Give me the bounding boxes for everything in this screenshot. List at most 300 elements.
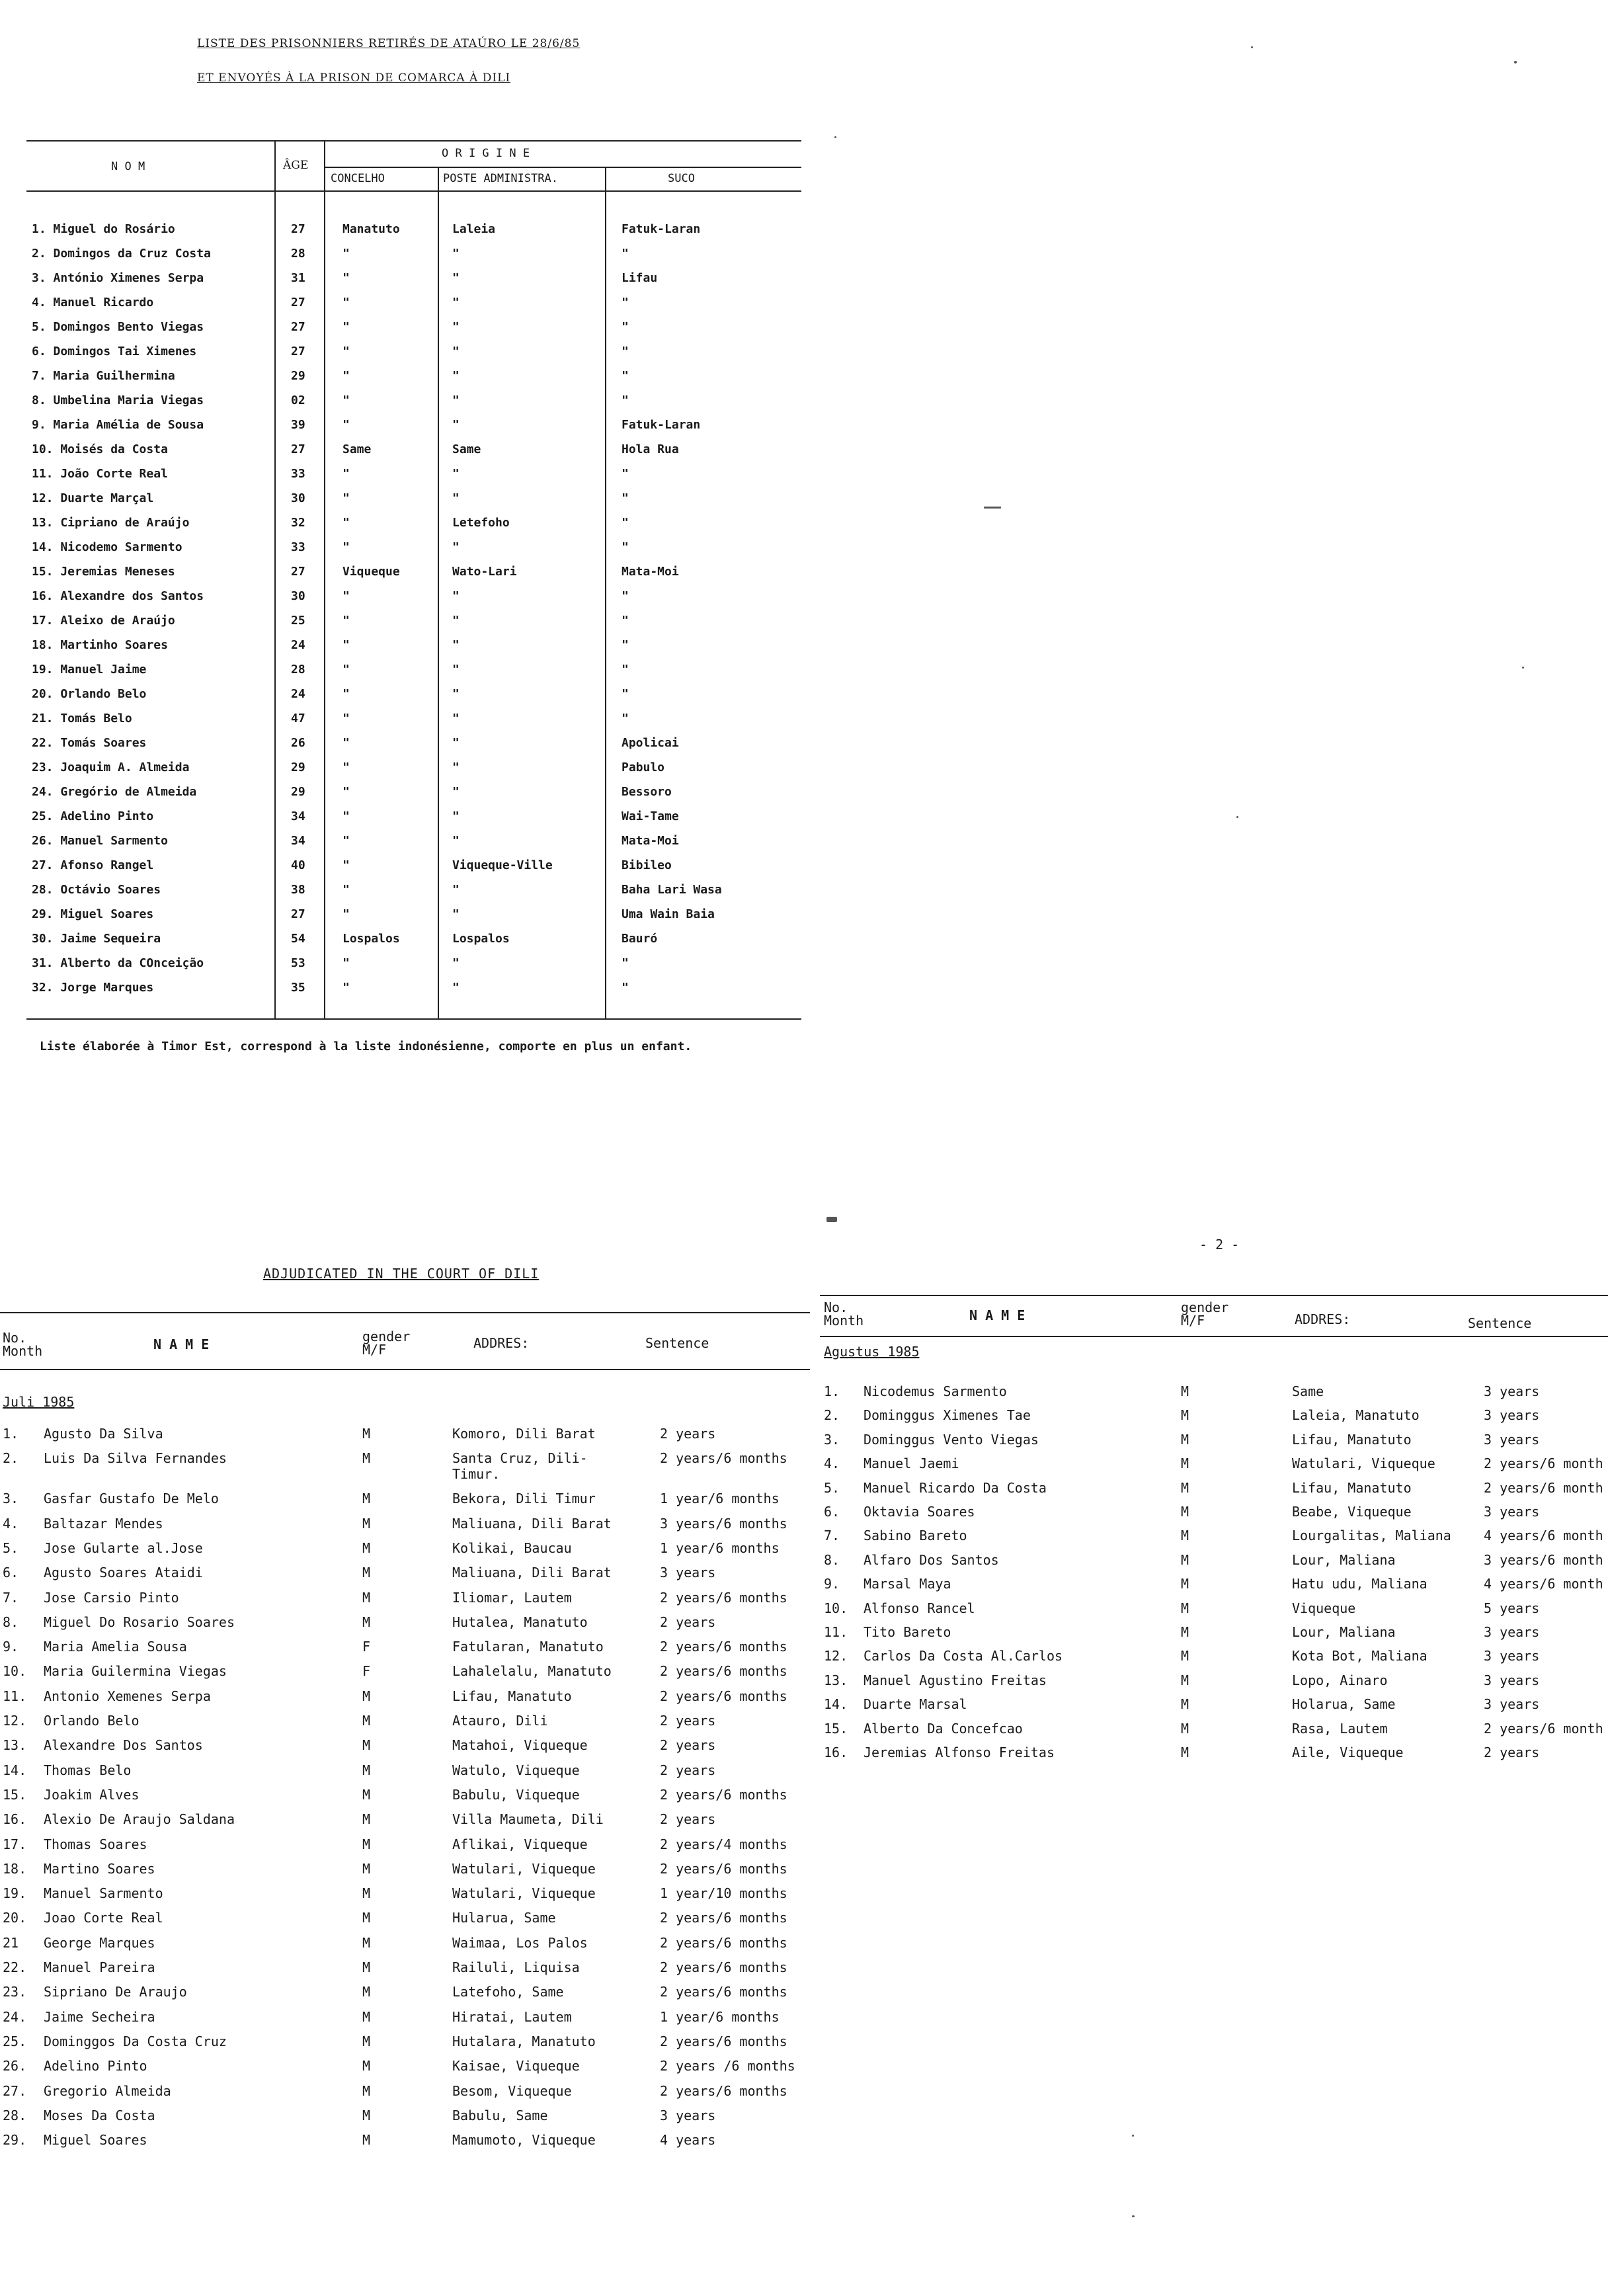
row-name: Oktavia Soares xyxy=(864,1504,975,1520)
row-address: Fatularan, Manatuto xyxy=(452,1639,604,1655)
prisoner-name: 16. Alexandre dos Santos xyxy=(32,589,204,603)
row-gender: M xyxy=(1181,1576,1189,1592)
table-row xyxy=(820,1668,1608,1693)
row-address: Hatu udu, Maliana xyxy=(1292,1576,1427,1592)
row-name: Adelino Pinto xyxy=(44,2058,147,2074)
row-gender: M xyxy=(362,1450,371,1467)
prisoner-suco: Bauró xyxy=(622,932,658,946)
table-row xyxy=(0,2128,820,2152)
row-sentence: 2 years/6 months xyxy=(660,1663,787,1680)
prisoner-name: 1. Miguel do Rosário xyxy=(32,222,175,236)
row-sentence: 2 years/6 month xyxy=(1484,1456,1603,1472)
prisoner-suco: Apolicai xyxy=(622,736,679,750)
row-number: 18. xyxy=(3,1860,27,1877)
prisoner-age: 39 xyxy=(291,418,305,432)
page2-header-gender: gender xyxy=(1181,1299,1229,1315)
table-row xyxy=(0,682,813,706)
row-gender: M xyxy=(1181,1744,1189,1760)
row-name: Marsal Maya xyxy=(864,1576,951,1592)
prisoner-age: 29 xyxy=(291,760,305,774)
table-row xyxy=(0,706,813,731)
row-name: Jeremias Alfonso Freitas xyxy=(864,1744,1055,1760)
prisoner-age: 26 xyxy=(291,736,305,750)
row-sentence: 2 years xyxy=(1484,1744,1540,1760)
row-gender: M xyxy=(1181,1528,1189,1544)
table-row xyxy=(0,1758,820,1783)
row-sentence: 3 years xyxy=(1484,1624,1540,1640)
prisoner-concelho: Manatuto xyxy=(342,222,400,236)
table-row xyxy=(0,437,813,462)
prisoner-suco: Lifau xyxy=(622,271,658,285)
prisoner-suco: " xyxy=(622,589,629,603)
row-name: Carlos Da Costa Al.Carlos xyxy=(864,1648,1063,1664)
prisoner-poste: Same xyxy=(452,442,481,456)
prisoner-concelho: " xyxy=(342,883,350,897)
row-sentence: 3 years xyxy=(1484,1431,1540,1448)
row-gender: M xyxy=(362,1786,371,1803)
row-gender: M xyxy=(1181,1551,1189,1568)
row-sentence: 1 year/6 months xyxy=(660,1491,780,1507)
row-sentence: 2 years xyxy=(660,1762,716,1778)
row-address: Laleia, Manatuto xyxy=(1292,1407,1420,1424)
row-name: Maria Amelia Sousa xyxy=(44,1639,187,1655)
prisoner-suco: Hola Rua xyxy=(622,442,679,456)
prisoner-concelho: " xyxy=(342,271,350,285)
prisoner-concelho: " xyxy=(342,858,350,872)
court-header-rule xyxy=(0,1369,810,1370)
prisoner-poste: " xyxy=(452,785,460,799)
table-row xyxy=(0,241,813,266)
court-header-sentence: Sentence xyxy=(645,1335,709,1351)
prisoner-poste: " xyxy=(452,981,460,995)
scan-speck xyxy=(1236,816,1238,818)
prisoner-poste: " xyxy=(452,907,460,921)
prisoner-concelho: " xyxy=(342,834,350,848)
row-address: Besom, Viqueque xyxy=(452,2082,572,2099)
table-row xyxy=(0,878,813,902)
row-sentence: 2 years /6 months xyxy=(660,2058,795,2074)
row-address: Atauro, Dili xyxy=(452,1713,548,1729)
prisoner-concelho: " xyxy=(342,369,350,383)
prisoner-poste: " xyxy=(452,638,460,652)
table-row xyxy=(0,339,813,364)
row-address: Iliomar, Lautem xyxy=(452,1589,572,1606)
row-address: Watulari, Viqueque xyxy=(452,1860,596,1877)
prisoner-age: 28 xyxy=(291,247,305,261)
prisoner-age: 27 xyxy=(291,222,305,236)
row-sentence: 2 years/6 months xyxy=(660,1688,787,1704)
table-row xyxy=(0,780,813,804)
table-row xyxy=(0,1881,820,1906)
row-gender: M xyxy=(1181,1720,1189,1737)
row-number: 14. xyxy=(3,1762,27,1778)
row-name: Miguel Do Rosario Soares xyxy=(44,1614,235,1630)
prisoner-poste: " xyxy=(452,687,460,701)
table-row xyxy=(820,1452,1608,1476)
row-number: 28. xyxy=(3,2107,27,2123)
prisoner-name: 27. Afonso Rangel xyxy=(32,858,154,872)
table-row xyxy=(0,1512,820,1536)
row-number: 7. xyxy=(3,1589,19,1606)
row-number: 15. xyxy=(3,1786,27,1803)
row-gender: M xyxy=(1181,1479,1189,1496)
row-name: Dominggus Ximenes Tae xyxy=(864,1407,1031,1424)
prisoner-poste: Wato-Lari xyxy=(452,565,517,579)
prisoner-concelho: " xyxy=(342,320,350,334)
row-sentence: 3 years xyxy=(1484,1648,1540,1664)
prisoner-concelho: " xyxy=(342,345,350,358)
prisoner-concelho: Lospalos xyxy=(342,932,400,946)
table-row xyxy=(0,1586,820,1610)
prisoner-suco: " xyxy=(622,712,629,725)
row-number: 2. xyxy=(824,1407,840,1424)
row-sentence: 2 years/6 month xyxy=(1484,1479,1603,1496)
row-number: 29. xyxy=(3,2132,27,2149)
prisoner-poste: " xyxy=(452,418,460,432)
row-sentence: 1 year/6 months xyxy=(660,1539,780,1556)
page2-header-mf: M/F xyxy=(1181,1313,1205,1329)
row-sentence: 2 years xyxy=(660,1614,716,1630)
row-address: Maliuana, Dili Barat xyxy=(452,1515,612,1532)
row-name: Sabino Bareto xyxy=(864,1528,967,1544)
table-row xyxy=(0,1832,820,1857)
table-row xyxy=(0,388,813,413)
prisoner-name: 24. Gregório de Almeida xyxy=(32,785,197,799)
prisoner-name: 26. Manuel Sarmento xyxy=(32,834,168,848)
prisoner-suco: Baha Lari Wasa xyxy=(622,883,722,897)
prisoner-poste: " xyxy=(452,956,460,970)
prisoner-suco: " xyxy=(622,296,629,309)
prisoner-concelho: " xyxy=(342,785,350,799)
prisoner-suco: Pabulo xyxy=(622,760,665,774)
row-name: Sipriano De Araujo xyxy=(44,1984,187,2000)
table-row xyxy=(0,1733,820,1758)
prisoner-name: 17. Aleixo de Araújo xyxy=(32,614,175,628)
prisoner-age: 54 xyxy=(291,932,305,946)
row-address: Komoro, Dili Barat xyxy=(452,1426,596,1442)
row-name: Moses Da Costa xyxy=(44,2107,155,2123)
prisoner-name: 10. Moisés da Costa xyxy=(32,442,168,456)
table-row xyxy=(0,1659,820,1684)
row-number: 16. xyxy=(824,1744,848,1760)
prisoner-poste: " xyxy=(452,247,460,261)
prisoner-concelho: " xyxy=(342,247,350,261)
page-two-marker: - 2 - xyxy=(1199,1237,1240,1252)
row-address: Waimaa, Los Palos xyxy=(452,1934,588,1951)
row-gender: M xyxy=(362,1614,371,1630)
row-gender: M xyxy=(362,1565,371,1581)
prisoner-concelho: " xyxy=(342,516,350,530)
prisoner-age: 27 xyxy=(291,345,305,358)
table-row xyxy=(0,1955,820,1980)
table-row xyxy=(0,1610,820,1635)
prisoner-age: 35 xyxy=(291,981,305,995)
prisoner-name: 3. António Ximenes Serpa xyxy=(32,271,204,285)
page2-top-rule xyxy=(820,1295,1608,1296)
prisoner-name: 25. Adelino Pinto xyxy=(32,809,154,823)
french-footnote: Liste élaborée à Timor Est, correspond à la liste indonésienne, comporte en plus un enfant. xyxy=(40,1040,692,1053)
row-gender: M xyxy=(362,1934,371,1951)
row-number: 4. xyxy=(824,1456,840,1472)
row-address: Viqueque xyxy=(1292,1600,1356,1616)
row-number: 11. xyxy=(3,1688,27,1704)
prisoner-poste: Letefoho xyxy=(452,516,510,530)
court-section: Juli 1985 xyxy=(3,1394,75,1410)
row-address: Lourgalitas, Maliana xyxy=(1292,1528,1451,1544)
row-address: Lopo, Ainaro xyxy=(1292,1672,1388,1688)
row-number: 25. xyxy=(3,2033,27,2049)
prisoner-concelho: " xyxy=(342,712,350,725)
prisoner-poste: " xyxy=(452,760,460,774)
table-row xyxy=(0,1561,820,1585)
table-row xyxy=(0,217,813,241)
row-number: 14. xyxy=(824,1696,848,1713)
row-number: 13. xyxy=(824,1672,848,1688)
prisoner-age: 02 xyxy=(291,393,305,407)
prisoner-suco: " xyxy=(622,516,629,530)
row-name: Orlando Belo xyxy=(44,1713,140,1729)
table-top-rule xyxy=(26,140,801,142)
prisoner-age: 27 xyxy=(291,296,305,309)
row-gender: M xyxy=(362,2008,371,2025)
header-suco: SUCO xyxy=(668,172,695,185)
row-gender: M xyxy=(362,1910,371,1926)
row-address: Kota Bot, Maliana xyxy=(1292,1648,1427,1664)
row-sentence: 2 years/6 months xyxy=(660,2082,787,2099)
row-address: Villa Maumeta, Dili xyxy=(452,1811,604,1828)
table-row xyxy=(820,1692,1608,1717)
row-name: Manuel Jaemi xyxy=(864,1456,959,1472)
row-address: Lahalelalu, Manatuto xyxy=(452,1663,612,1680)
prisoner-age: 32 xyxy=(291,516,305,530)
scan-speck xyxy=(1251,46,1253,48)
prisoner-name: 6. Domingos Tai Ximenes xyxy=(32,345,197,358)
prisoner-suco: " xyxy=(622,663,629,676)
prisoner-poste: Lospalos xyxy=(452,932,510,946)
prisoner-age: 30 xyxy=(291,491,305,505)
table-row xyxy=(0,2030,820,2054)
table-row xyxy=(0,1422,820,1446)
prisoner-name: 21. Tomás Belo xyxy=(32,712,132,725)
row-number: 26. xyxy=(3,2058,27,2074)
row-address: Aflikai, Viqueque xyxy=(452,1836,588,1852)
court-header-mf: M/F xyxy=(362,1342,387,1358)
row-sentence: 4 years xyxy=(660,2132,716,2149)
row-number: 4. xyxy=(3,1515,19,1532)
row-address: Matahoi, Viqueque xyxy=(452,1737,588,1754)
prisoner-name: 22. Tomás Soares xyxy=(32,736,147,750)
row-address: Rasa, Lautem xyxy=(1292,1720,1388,1737)
row-number: 15. xyxy=(824,1720,848,1737)
table-row xyxy=(0,2104,820,2128)
prisoner-concelho: " xyxy=(342,687,350,701)
row-name: Alfaro Dos Santos xyxy=(864,1551,999,1568)
row-gender: M xyxy=(362,1539,371,1556)
row-name: Alfonso Rancel xyxy=(864,1600,975,1616)
row-number: 12. xyxy=(3,1713,27,1729)
row-name: Manuel Sarmento xyxy=(44,1885,163,1902)
prisoner-suco: " xyxy=(622,320,629,334)
row-address: Kaisae, Viqueque xyxy=(452,2058,580,2074)
row-address: Holarua, Same xyxy=(1292,1696,1396,1713)
scan-speck xyxy=(1522,667,1524,669)
row-address: Same xyxy=(1292,1383,1324,1399)
prisoner-age: 40 xyxy=(291,858,305,872)
prisoner-suco: Fatuk-Laran xyxy=(622,222,701,236)
table-row xyxy=(0,1709,820,1733)
table-row xyxy=(0,364,813,388)
prisoner-age: 27 xyxy=(291,442,305,456)
table-row xyxy=(0,902,813,926)
prisoner-age: 24 xyxy=(291,638,305,652)
row-name: Thomas Soares xyxy=(44,1836,147,1852)
page2-header-address: ADDRES: xyxy=(1295,1311,1351,1327)
scan-artifact xyxy=(826,1217,837,1222)
header-origine: O R I G I N E xyxy=(442,147,530,160)
row-gender: M xyxy=(362,1959,371,1975)
row-number: 9. xyxy=(824,1576,840,1592)
page2-header-month: Month xyxy=(824,1313,864,1329)
prisoner-concelho: " xyxy=(342,809,350,823)
prisoner-age: 27 xyxy=(291,565,305,579)
row-number: 7. xyxy=(824,1528,840,1544)
header-concelho: CONCELHO xyxy=(331,172,385,185)
row-gender: M xyxy=(362,2058,371,2074)
row-name: Manuel Ricardo Da Costa xyxy=(864,1479,1047,1496)
row-name: Jaime Secheira xyxy=(44,2008,155,2025)
court-header-no: No. xyxy=(3,1330,27,1346)
court-top-rule xyxy=(0,1312,810,1313)
row-address: Lifau, Manatuto xyxy=(1292,1431,1412,1448)
row-name: Nicodemus Sarmento xyxy=(864,1383,1007,1399)
table-row xyxy=(820,1476,1608,1500)
row-sentence: 2 years/6 months xyxy=(660,1589,787,1606)
table-row xyxy=(0,486,813,511)
row-address: Babulu, Same xyxy=(452,2107,548,2123)
table-row xyxy=(820,1428,1608,1452)
table-row xyxy=(820,1644,1608,1668)
prisoner-concelho: " xyxy=(342,736,350,750)
table-row xyxy=(0,584,813,608)
row-name: Baltazar Mendes xyxy=(44,1515,163,1532)
row-name: Maria Guilermina Viegas xyxy=(44,1663,227,1680)
prisoner-concelho: " xyxy=(342,663,350,676)
prisoner-suco: Bibileo xyxy=(622,858,672,872)
prisoner-poste: " xyxy=(452,712,460,725)
row-gender: M xyxy=(1181,1407,1189,1424)
prisoner-name: 31. Alberto da COnceição xyxy=(32,956,204,970)
row-gender: M xyxy=(362,1515,371,1532)
row-address: Babulu, Viqueque xyxy=(452,1786,580,1803)
row-gender: M xyxy=(362,1426,371,1442)
row-name: Agusto Soares Ataidi xyxy=(44,1565,203,1581)
row-address: Maliuana, Dili Barat xyxy=(452,1565,612,1581)
prisoner-age: 34 xyxy=(291,809,305,823)
french-title-line1: LISTE DES PRISONNIERS RETIRÉS DE ATAÚRO LE 28/6/85 xyxy=(197,37,581,50)
row-address: Beabe, Viqueque xyxy=(1292,1504,1412,1520)
row-sentence: 3 years xyxy=(660,1565,716,1581)
prisoner-name: 8. Umbelina Maria Viegas xyxy=(32,393,204,407)
prisoner-name: 29. Miguel Soares xyxy=(32,907,154,921)
row-gender: M xyxy=(362,1836,371,1852)
prisoner-name: 4. Manuel Ricardo xyxy=(32,296,154,309)
prisoner-concelho: " xyxy=(342,638,350,652)
prisoner-age: 29 xyxy=(291,369,305,383)
row-number: 13. xyxy=(3,1737,27,1754)
scan-speck xyxy=(1132,2215,1135,2217)
row-number: 19. xyxy=(3,1885,27,1902)
prisoner-poste: " xyxy=(452,369,460,383)
table-row xyxy=(0,1931,820,1955)
court-list xyxy=(0,1190,820,2296)
row-address: Hutalara, Manatuto xyxy=(452,2033,596,2049)
row-sentence: 1 year/10 months xyxy=(660,1885,787,1902)
prisoner-suco: " xyxy=(622,393,629,407)
row-number: 3. xyxy=(824,1431,840,1448)
prisoner-suco: Uma Wain Baia xyxy=(622,907,715,921)
row-gender: M xyxy=(1181,1600,1189,1616)
row-number: 27. xyxy=(3,2082,27,2099)
row-number: 22. xyxy=(3,1959,27,1975)
row-name: Tito Bareto xyxy=(864,1624,951,1640)
row-name: Thomas Belo xyxy=(44,1762,132,1778)
row-gender: M xyxy=(1181,1504,1189,1520)
row-sentence: 2 years/4 months xyxy=(660,1836,787,1852)
table-row xyxy=(0,633,813,657)
prisoner-poste: " xyxy=(452,834,460,848)
row-gender: M xyxy=(362,1713,371,1729)
prisoner-age: 53 xyxy=(291,956,305,970)
row-name: Jose Gularte al.Jose xyxy=(44,1539,203,1556)
prisoner-suco: " xyxy=(622,369,629,383)
table-row xyxy=(0,1807,820,1832)
row-name: George Marques xyxy=(44,1934,155,1951)
prisoner-name: 32. Jorge Marques xyxy=(32,981,154,995)
prisoner-age: 30 xyxy=(291,589,305,603)
prisoner-suco: " xyxy=(622,956,629,970)
row-address: Watulari, Viqueque xyxy=(1292,1456,1435,1472)
scan-speck xyxy=(834,136,836,138)
prisoner-concelho: " xyxy=(342,418,350,432)
prisoner-suco: " xyxy=(622,638,629,652)
row-number: 5. xyxy=(824,1479,840,1496)
row-sentence: 3 years xyxy=(1484,1696,1540,1713)
table-row xyxy=(0,1857,820,1881)
prisoner-concelho: Viqueque xyxy=(342,565,400,579)
row-number: 8. xyxy=(824,1551,840,1568)
prisoner-name: 9. Maria Amélia de Sousa xyxy=(32,418,204,432)
prisoner-age: 27 xyxy=(291,320,305,334)
prisoner-poste: " xyxy=(452,614,460,628)
row-sentence: 2 years/6 months xyxy=(660,1959,787,1975)
table-row xyxy=(820,1717,1608,1741)
row-sentence: 3 years xyxy=(1484,1383,1540,1399)
table-bottom-rule xyxy=(26,1018,801,1020)
row-sentence: 3 years xyxy=(1484,1504,1540,1520)
prisoner-name: 13. Cipriano de Araújo xyxy=(32,516,190,530)
prisoner-concelho: " xyxy=(342,393,350,407)
row-number: 12. xyxy=(824,1648,848,1664)
row-name: Gasfar Gustafo De Melo xyxy=(44,1491,219,1507)
row-number: 20. xyxy=(3,1910,27,1926)
prisoner-name: 7. Maria Guilhermina xyxy=(32,369,175,383)
row-address: Hutalea, Manatuto xyxy=(452,1614,588,1630)
table-row xyxy=(820,1500,1608,1524)
row-address: Lifau, Manatuto xyxy=(1292,1479,1412,1496)
table-row xyxy=(0,315,813,339)
prisoner-suco: " xyxy=(622,491,629,505)
table-row xyxy=(0,1906,820,1930)
